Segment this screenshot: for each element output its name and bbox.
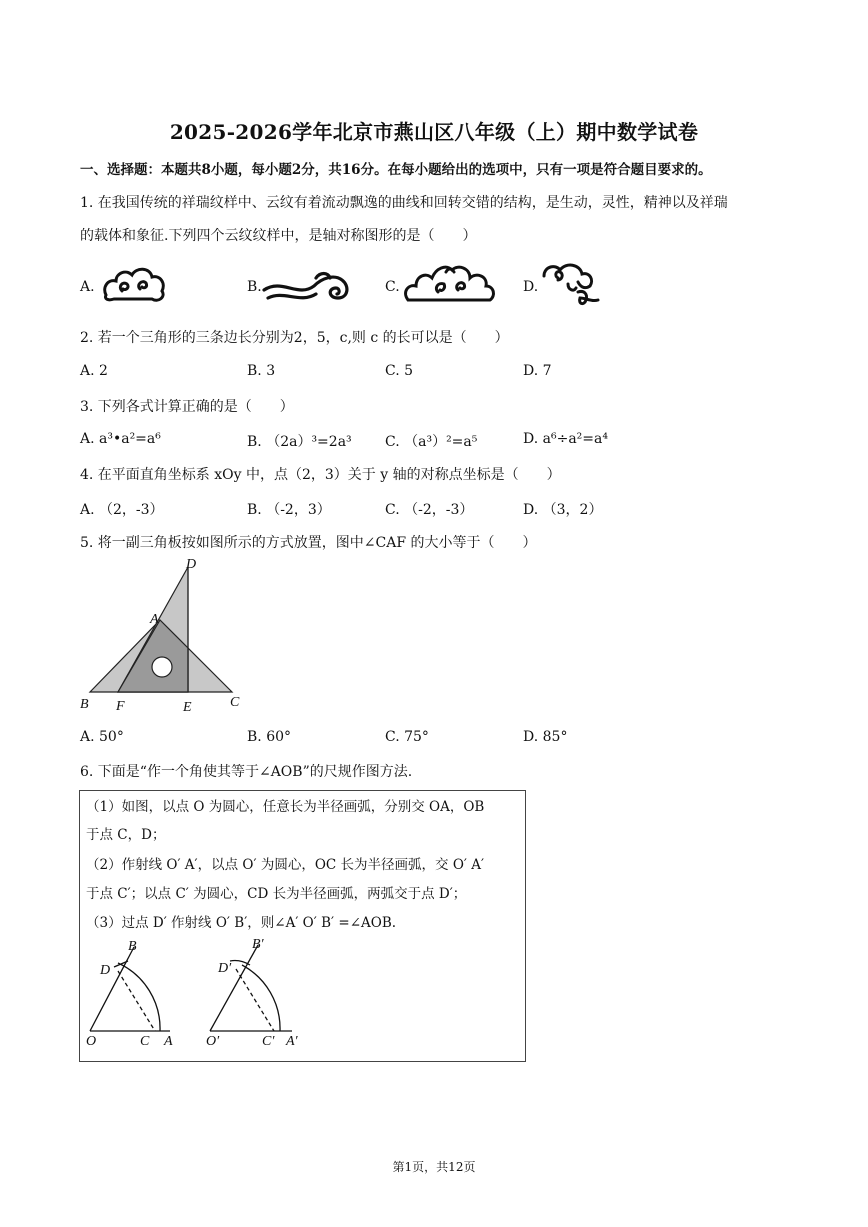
angle-construction-figures: [80, 935, 520, 1045]
q5-option-b: B. 60°: [247, 729, 292, 745]
fig6a-label-c: C: [140, 1034, 150, 1049]
fig5-label-f: F: [116, 699, 125, 714]
q1-option-d-label: D.: [523, 279, 539, 295]
q4-stem: 4. 在平面直角坐标系 xOy 中，点（2，3）关于 y 轴的对称点坐标是（ ）: [80, 467, 561, 483]
construction-steps-box: [79, 790, 526, 1062]
q5-option-a: A. 50°: [80, 729, 124, 745]
fig5-label-e: E: [183, 700, 192, 715]
step-line-3: （2）作射线 O′ A′，以点 O′ 为圆心，OC 长为半径画弧，交 O′ A′: [86, 857, 485, 873]
q3-option-a: A. a³•a²=a⁶: [80, 431, 161, 447]
q2-option-c: C. 5: [385, 363, 414, 379]
q3-stem: 3. 下列各式计算正确的是（ ）: [80, 399, 294, 415]
q2-stem: 2. 若一个三角形的三条边长分别为2，5，c,则 c 的长可以是（ ）: [80, 330, 509, 346]
fig5-label-d: D: [186, 557, 197, 572]
fig6b-label-o: O′: [206, 1034, 220, 1049]
page-title: 2025-2026学年北京市燕山区八年级（上）期中数学试卷: [169, 120, 699, 144]
cloud-pattern-c-image: [402, 262, 498, 308]
q3-option-c: C. （a³）²=a⁵: [385, 434, 478, 450]
q2-option-a: A. 2: [80, 363, 108, 379]
cloud-pattern-d-image: [540, 262, 602, 308]
fig5-label-b: B: [80, 697, 89, 712]
fig6b-label-a: A′: [286, 1034, 298, 1049]
q4-option-b: B. （-2，3）: [247, 502, 331, 518]
q1-option-a-label: A.: [80, 279, 95, 295]
q1-option-b-label: B.: [247, 279, 262, 295]
fig6a-label-b: B: [128, 939, 137, 954]
q4-option-a: A. （2，-3）: [80, 502, 164, 518]
section-heading: 一、选择题：本题共8小题，每小题2分，共16分。在每小题给出的选项中，只有一项是符合题目要求的。: [80, 162, 712, 178]
q2-option-b: B. 3: [247, 363, 276, 379]
fig5-label-c: C: [230, 695, 240, 710]
fig6b-label-b: B′: [252, 937, 264, 952]
fig6a-label-d: D: [100, 963, 111, 978]
q1-stem-line2: 的载体和象征.下列四个云纹纹样中，是轴对称图形的是（ ）: [80, 228, 477, 244]
q5-option-d: D. 85°: [523, 729, 568, 745]
q5-stem: 5. 将一副三角板按如图所示的方式放置，图中∠CAF 的大小等于（ ）: [80, 535, 537, 551]
q4-option-c: C. （-2，-3）: [385, 502, 474, 518]
q6-stem: 6. 下面是“作一个角使其等于∠AOB”的尺规作图方法.: [80, 764, 413, 780]
fig6a-label-a: A: [164, 1034, 173, 1049]
page-footer: 第1页，共12页: [392, 1160, 476, 1174]
fig6b-label-d: D′: [218, 961, 232, 976]
cloud-pattern-b-image: [262, 268, 354, 304]
triangle-set-figure: [76, 555, 246, 720]
q1-option-c-label: C.: [385, 279, 400, 295]
q1-stem-line1: 1. 在我国传统的祥瑞纹样中、云纹有着流动飘逸的曲线和回转交错的结构，是生动，灵性，精神以及祥瑞: [80, 195, 728, 211]
cloud-pattern-a-image: [100, 265, 170, 307]
step-line-1: （1）如图，以点 O 为圆心，任意长为半径画弧，分别交 OA，OB: [86, 799, 485, 815]
q3-option-b: B. （2a）³=2a³: [247, 434, 352, 450]
step-line-5: （3）过点 D′ 作射线 O′ B′，则∠A′ O′ B′ =∠AOB.: [86, 915, 397, 931]
q4-option-d: D. （3，2）: [523, 502, 603, 518]
q5-option-c: C. 75°: [385, 729, 429, 745]
q2-option-d: D. 7: [523, 363, 552, 379]
step-line-4: 于点 C′；以点 C′ 为圆心，CD 长为半径画弧，两弧交于点 D′；: [86, 886, 467, 902]
q3-option-d: D. a⁶÷a²=a⁴: [523, 431, 608, 447]
fig5-label-a: A: [150, 612, 159, 627]
step-line-2: 于点 C，D；: [86, 827, 166, 843]
fig6b-label-c: C′: [262, 1034, 275, 1049]
fig6a-label-o: O: [86, 1034, 97, 1049]
